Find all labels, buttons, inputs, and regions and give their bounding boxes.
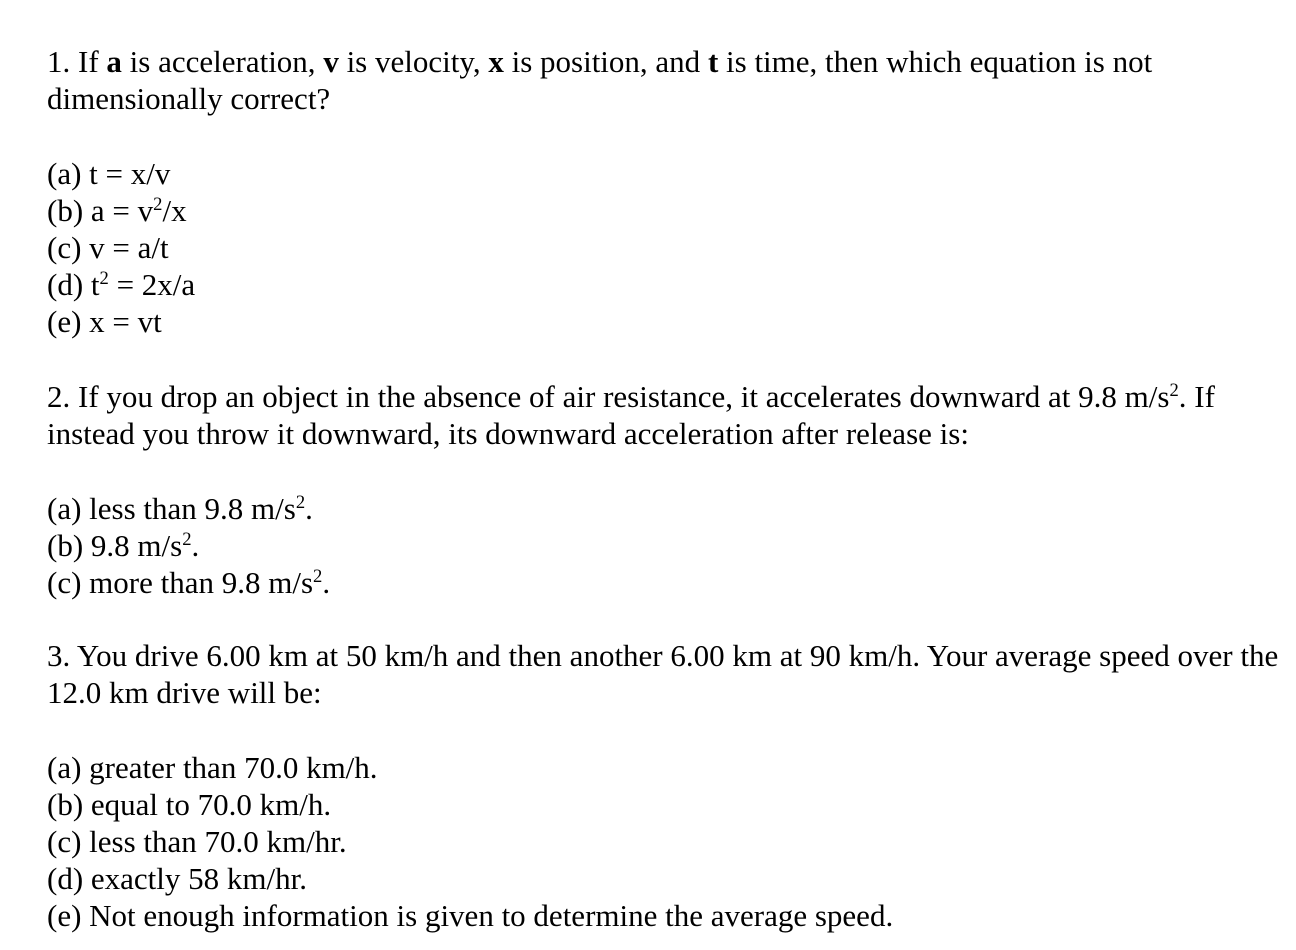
text-fragment: is velocity, (338, 44, 489, 79)
option-label: (b) (47, 528, 84, 563)
question-1-options (47, 155, 1287, 340)
option-item (47, 192, 1287, 229)
bold-symbol: a (106, 44, 122, 79)
option-label: (a) (47, 750, 82, 785)
option-item (47, 786, 1287, 823)
option-text: equal to 70.0 km/h. (90, 787, 332, 822)
option-text: /x (162, 193, 187, 228)
option-item (47, 823, 1287, 860)
option-label: (e) (47, 898, 82, 933)
option-text: t (90, 267, 100, 302)
text-fragment: is acceleration, (121, 44, 324, 79)
superscript: 2 (1169, 379, 1179, 401)
question-3-options (47, 749, 1287, 934)
question-number: 1. (47, 44, 71, 79)
option-label: (d) (47, 861, 84, 896)
option-text: greater than 70.0 km/h. (89, 750, 378, 785)
option-item (47, 860, 1287, 897)
question-2 (47, 378, 1287, 601)
option-text: v = a/t (89, 230, 169, 265)
option-item (47, 155, 1287, 192)
option-text: 9.8 m/s (90, 528, 183, 563)
superscript: 2 (313, 565, 323, 587)
option-item (47, 527, 1287, 564)
superscript: 2 (295, 491, 306, 513)
text-fragment: is position, and (503, 44, 708, 79)
question-number: 2. (47, 379, 71, 414)
text-fragment: If (78, 44, 107, 79)
option-label: (c) (47, 824, 82, 859)
option-text: less than 70.0 km/hr. (89, 824, 347, 859)
text-fragment: is time, then which equation is not dimensionally correct? (47, 44, 1153, 116)
option-item (47, 229, 1287, 266)
option-item (47, 749, 1287, 786)
bold-symbol: v (323, 44, 339, 79)
option-label: (e) (47, 304, 82, 339)
option-item (47, 266, 1287, 303)
option-item (47, 490, 1287, 527)
option-item (47, 564, 1287, 601)
option-text: . (191, 528, 200, 563)
bold-symbol: t (707, 44, 719, 79)
option-label: (c) (47, 565, 82, 600)
option-label: (c) (47, 230, 82, 265)
text-fragment: . If instead you throw it downward, its downward acceleration after release is: (47, 379, 1215, 451)
text-fragment: You drive 6.00 km at 50 km/h and then another 6.00 km at 90 km/h. Your average speed over the 12.0 km drive will be: (47, 638, 1279, 710)
option-text: . (322, 565, 331, 600)
text-fragment: If you drop an object in the absence of air resistance, it accelerates downward at 9.8 m/s (78, 379, 1170, 414)
document-page (47, 43, 1287, 934)
option-text: Not enough information is given to determine the average speed. (89, 898, 894, 933)
bold-symbol: x (488, 44, 504, 79)
question-2-text (47, 378, 1287, 452)
superscript: 2 (153, 193, 163, 215)
cropped-header (0, 0, 1296, 6)
option-text: exactly 58 km/hr. (90, 861, 307, 896)
option-text: t = x/v (89, 156, 171, 191)
option-label: (b) (47, 787, 84, 822)
question-3-text (47, 637, 1287, 711)
option-text: . (305, 491, 313, 526)
option-text: a = v (90, 193, 154, 228)
option-item (47, 303, 1287, 340)
option-item (47, 897, 1287, 934)
question-3 (47, 637, 1287, 934)
superscript: 2 (99, 267, 109, 289)
option-label: (d) (47, 267, 84, 302)
question-1-text (47, 43, 1287, 117)
option-text: more than 9.8 m/s (89, 565, 314, 600)
option-text: = 2x/a (108, 267, 196, 302)
superscript: 2 (182, 528, 192, 550)
question-1 (47, 43, 1287, 340)
question-2-options (47, 490, 1287, 601)
question-number: 3. (47, 638, 71, 673)
option-text: less than 9.8 m/s (89, 491, 296, 526)
option-text: x = vt (89, 304, 162, 339)
option-label: (a) (47, 491, 82, 526)
option-label: (b) (47, 193, 84, 228)
option-label: (a) (47, 156, 82, 191)
